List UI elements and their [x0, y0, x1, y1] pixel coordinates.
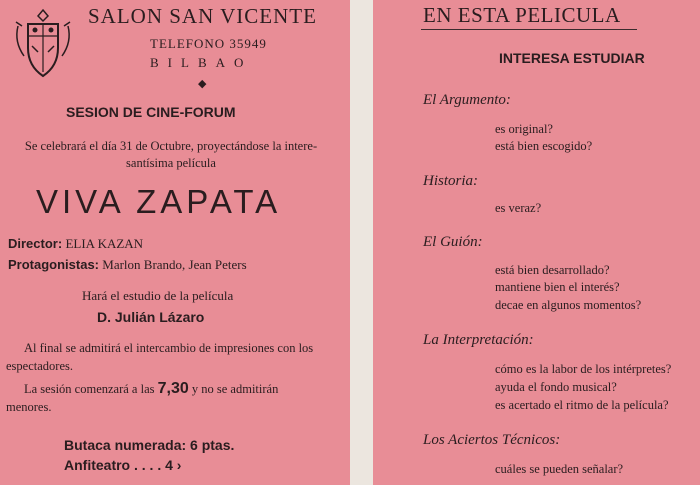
- back-subheading: INTERESA ESTUDIAR: [499, 50, 645, 66]
- start-text-post: y no se admitirán menores.: [6, 382, 279, 414]
- back-header: EN ESTA PELICULA: [423, 3, 621, 27]
- question-item: ayuda el fondo musical?: [495, 380, 617, 394]
- intro-line-1: Se celebrará el día 31 de Octubre, proyectándose la intere-: [24, 139, 318, 153]
- study-line: Hará el estudio de la película: [82, 288, 234, 303]
- question-item: cuáles se pueden señalar?: [495, 462, 624, 476]
- venue-name: SALON SAN VICENTE: [88, 4, 317, 28]
- intro-text: [6, 138, 336, 172]
- speaker-name: D. Julián Lázaro: [97, 309, 205, 325]
- director-name: ELIA KAZAN: [65, 236, 144, 251]
- price-seat: Butaca numerada: 6 ptas.: [64, 437, 235, 453]
- price-amphitheatre: Anfiteatro . . . . 4 ›: [64, 457, 182, 473]
- film-title: VIVA ZAPATA: [36, 183, 282, 220]
- director-credit: [8, 236, 143, 252]
- aspect-title: Historia:: [423, 173, 479, 189]
- aspect-title: El Guión:: [423, 234, 483, 250]
- question-item: decae en algunos momentos?: [495, 298, 642, 312]
- cast-credit: [8, 257, 247, 273]
- coat-of-arms-icon: [12, 6, 74, 82]
- venue-phone: TELEFONO 35949: [150, 36, 267, 51]
- question-item: está bien escogido?: [495, 139, 593, 153]
- question-item: es original?: [495, 122, 553, 136]
- cast-label: Protagonistas:: [8, 257, 100, 272]
- header-rule: [421, 29, 637, 30]
- exchange-paragraph: Al final se admitirá el intercambio de impresiones con los espectadores.: [6, 341, 314, 373]
- session-title: SESION DE CINE-FORUM: [66, 104, 236, 120]
- start-time-paragraph: [6, 380, 324, 416]
- question-item: cómo es la labor de los intérpretes?: [495, 362, 672, 376]
- card-gap: [350, 0, 373, 485]
- director-label: Director:: [8, 236, 63, 251]
- aspect-title: El Argumento:: [423, 92, 511, 108]
- start-time: 7,30: [157, 380, 189, 397]
- cast-names: Marlon Brando, Jean Peters: [102, 257, 247, 272]
- program-card-back: [373, 0, 700, 485]
- intro-line-2: santísima película: [126, 156, 216, 170]
- question-item: mantiene bien el interés?: [495, 280, 620, 294]
- venue-city: BILBAO: [150, 55, 253, 70]
- start-text-pre: La sesión comenzará a las: [24, 382, 155, 396]
- question-item: está bien desarrollado?: [495, 263, 610, 277]
- question-item: es acertado el ritmo de la película?: [495, 398, 669, 412]
- diamond-ornament-icon: ◆: [198, 78, 207, 90]
- aspect-title: La Interpretación:: [423, 332, 534, 348]
- question-item: es veraz?: [495, 201, 542, 215]
- aspect-title: Los Aciertos Técnicos:: [423, 432, 561, 448]
